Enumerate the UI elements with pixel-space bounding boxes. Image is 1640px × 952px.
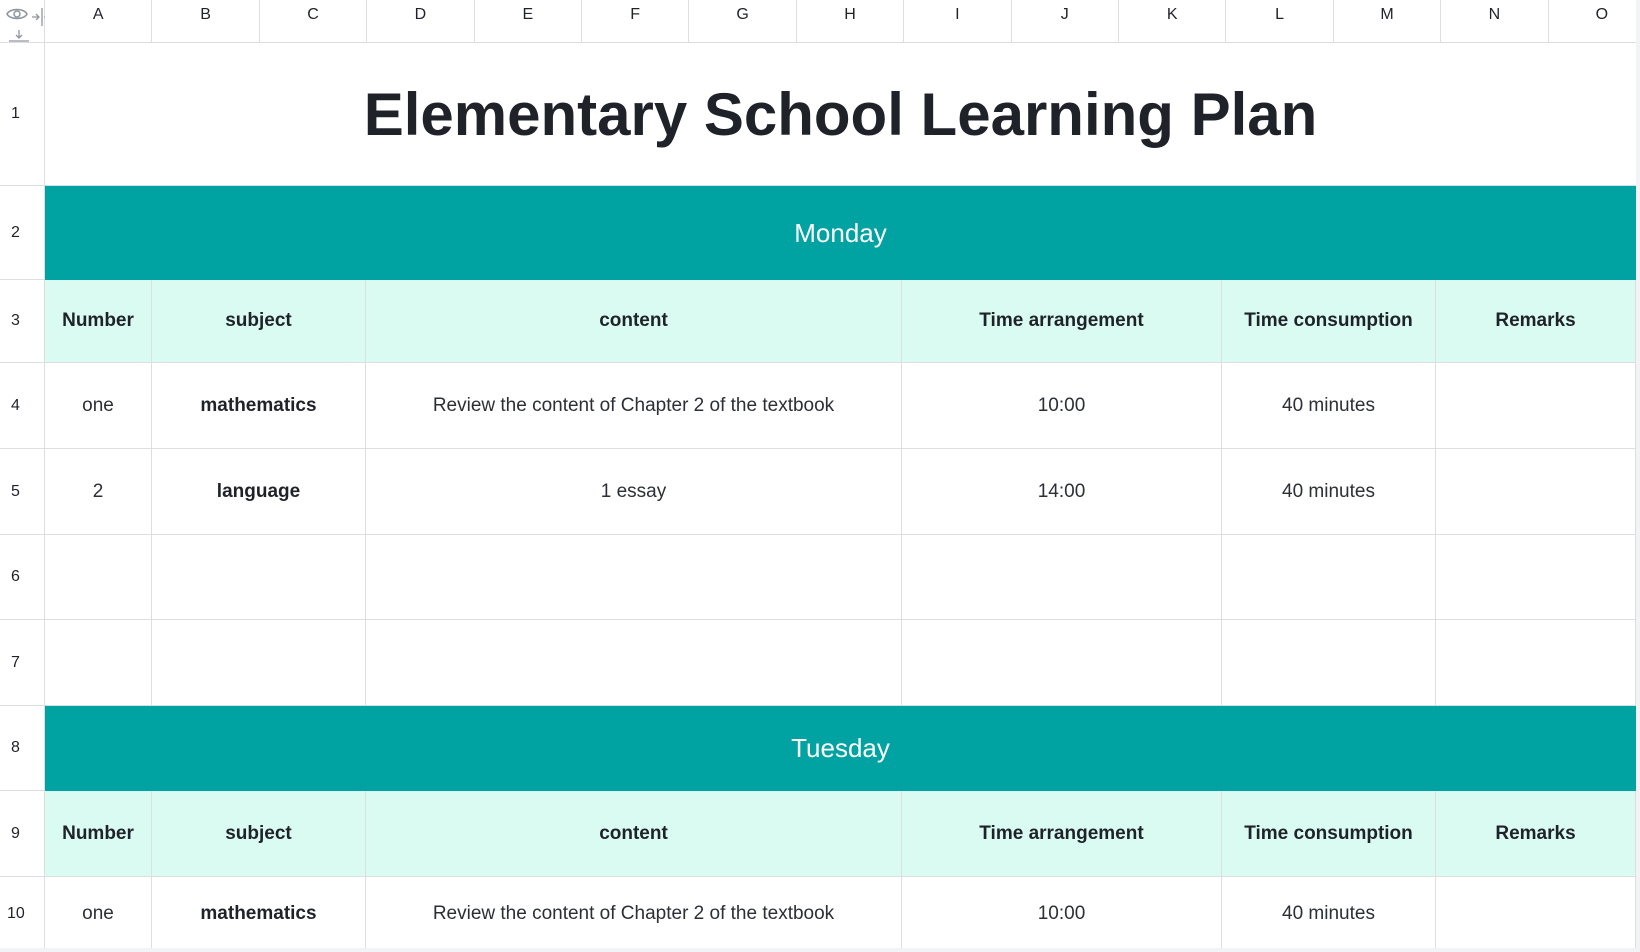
column-header-i[interactable]: I (904, 0, 1011, 43)
column-header-n[interactable]: N (1441, 0, 1548, 43)
column-header-o[interactable]: O (1549, 0, 1640, 43)
column-header-j[interactable]: J (1012, 0, 1119, 43)
tuesday-header-remarks[interactable]: Remarks (1436, 791, 1636, 877)
row-header-5[interactable]: 5 (0, 449, 45, 535)
sheet-title[interactable]: Elementary School Learning Plan (45, 43, 1636, 186)
select-all-corner[interactable] (0, 0, 45, 43)
monday-header-time-consumption[interactable]: Time consumption (1222, 280, 1436, 363)
monday-row-1-time-consumption[interactable]: 40 minutes (1222, 363, 1436, 449)
monday-row-4-time-arrangement[interactable] (902, 620, 1222, 706)
tuesday-banner[interactable]: Tuesday (45, 706, 1636, 791)
monday-row-1-subject[interactable]: mathematics (152, 363, 366, 449)
eye-icon[interactable] (6, 6, 28, 27)
row-header-3[interactable]: 3 (0, 280, 45, 363)
monday-header-number[interactable]: Number (45, 280, 152, 363)
monday-header-time-arrangement[interactable]: Time arrangement (902, 280, 1222, 363)
monday-row-2-subject[interactable]: language (152, 449, 366, 535)
monday-row-2-content[interactable]: 1 essay (366, 449, 902, 535)
row-header-8[interactable]: 8 (0, 706, 45, 791)
monday-header-subject[interactable]: subject (152, 280, 366, 363)
row-header-9[interactable]: 9 (0, 791, 45, 877)
monday-row-4-time-consumption[interactable] (1222, 620, 1436, 706)
column-header-a[interactable]: A (45, 0, 152, 43)
monday-row-4-subject[interactable] (152, 620, 366, 706)
monday-row-1-remarks[interactable] (1436, 363, 1636, 449)
sheet-right-edge (1636, 0, 1640, 952)
monday-row-4-remarks[interactable] (1436, 620, 1636, 706)
monday-row-2-remarks[interactable] (1436, 449, 1636, 535)
column-header-g[interactable]: G (689, 0, 796, 43)
column-header-m[interactable]: M (1334, 0, 1441, 43)
monday-header-remarks[interactable]: Remarks (1436, 280, 1636, 363)
row-header-7[interactable]: 7 (0, 620, 45, 706)
tuesday-row-1-number[interactable]: one (45, 877, 152, 952)
tuesday-row-1-time-consumption[interactable]: 40 minutes (1222, 877, 1436, 952)
row-header-4[interactable]: 4 (0, 363, 45, 449)
column-header-e[interactable]: E (475, 0, 582, 43)
monday-row-3-number[interactable] (45, 535, 152, 620)
tuesday-header-subject[interactable]: subject (152, 791, 366, 877)
column-header-b[interactable]: B (152, 0, 259, 43)
monday-row-3-time-consumption[interactable] (1222, 535, 1436, 620)
monday-row-3-remarks[interactable] (1436, 535, 1636, 620)
column-header-h[interactable]: H (797, 0, 904, 43)
monday-header-content[interactable]: content (366, 280, 902, 363)
monday-row-2-time-arrangement[interactable]: 14:00 (902, 449, 1222, 535)
monday-row-3-time-arrangement[interactable] (902, 535, 1222, 620)
tuesday-header-time-arrangement[interactable]: Time arrangement (902, 791, 1222, 877)
column-header-d[interactable]: D (367, 0, 474, 43)
tuesday-row-1-remarks[interactable] (1436, 877, 1636, 952)
row-header-6[interactable]: 6 (0, 535, 45, 620)
tuesday-row-1-subject[interactable]: mathematics (152, 877, 366, 952)
monday-row-3-subject[interactable] (152, 535, 366, 620)
monday-row-2-number[interactable]: 2 (45, 449, 152, 535)
tuesday-header-number[interactable]: Number (45, 791, 152, 877)
row-header-10[interactable]: 10 (0, 877, 45, 952)
column-header-l[interactable]: L (1226, 0, 1333, 43)
tuesday-header-content[interactable]: content (366, 791, 902, 877)
monday-row-2-time-consumption[interactable]: 40 minutes (1222, 449, 1436, 535)
tuesday-row-1-content[interactable]: Review the content of Chapter 2 of the textbook (366, 877, 902, 952)
sheet-bottom-edge (0, 948, 1640, 952)
monday-row-4-number[interactable] (45, 620, 152, 706)
monday-banner[interactable]: Monday (45, 186, 1636, 280)
row-header-1[interactable]: 1 (0, 43, 45, 186)
monday-row-1-content[interactable]: Review the content of Chapter 2 of the textbook (366, 363, 902, 449)
row-header-2[interactable]: 2 (0, 186, 45, 280)
tuesday-header-time-consumption[interactable]: Time consumption (1222, 791, 1436, 877)
column-header-f[interactable]: F (582, 0, 689, 43)
tuesday-row-1-time-arrangement[interactable]: 10:00 (902, 877, 1222, 952)
monday-row-4-content[interactable] (366, 620, 902, 706)
column-header-c[interactable]: C (260, 0, 367, 43)
column-header-k[interactable]: K (1119, 0, 1226, 43)
monday-row-1-time-arrangement[interactable]: 10:00 (902, 363, 1222, 449)
monday-row-1-number[interactable]: one (45, 363, 152, 449)
monday-row-3-content[interactable] (366, 535, 902, 620)
